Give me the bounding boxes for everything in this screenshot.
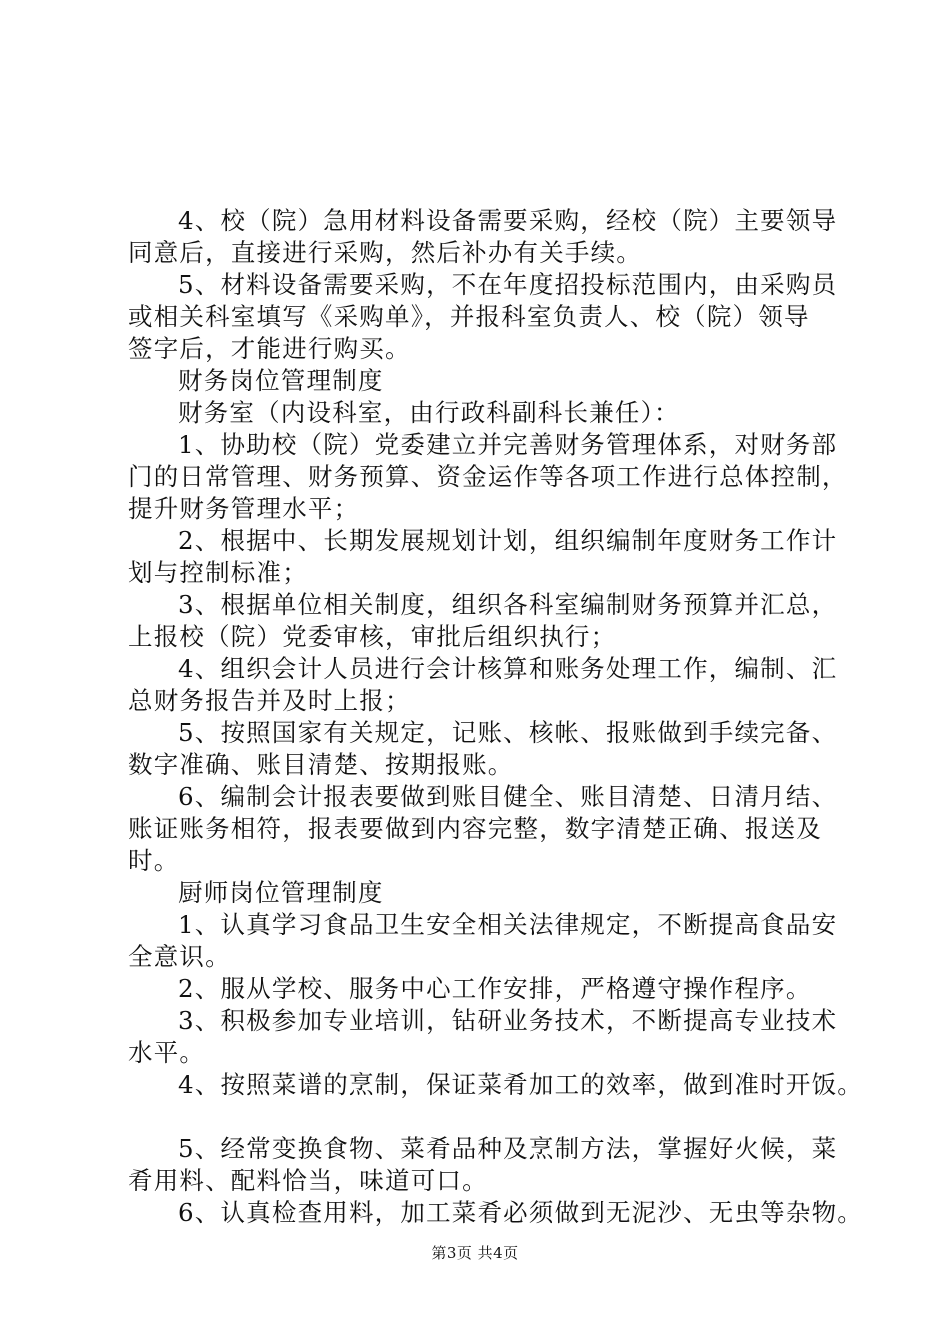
paragraph-line: 或相关科室填写《采购单》，并报科室负责人、校（院）领导 [128, 302, 810, 331]
paragraph-line: 5、按照国家有关规定，记账、核帐、报账做到手续完备、 [178, 718, 838, 747]
blank-line [128, 1101, 840, 1133]
paragraph-line: 4、校（院）急用材料设备需要采购，经校（院）主要领导 [178, 206, 838, 235]
section-heading: 厨师岗位管理制度 [178, 878, 384, 907]
paragraph-line: 1、认真学习食品卫生安全相关法律规定，不断提高食品安 [178, 910, 838, 939]
paragraph-line: 4、按照菜谱的烹制，保证菜肴加工的效率，做到准时开饭。 [178, 1070, 863, 1099]
document-body [128, 205, 863, 1229]
paragraph-line: 4、组织会计人员进行会计核算和账务处理工作，编制、汇 [178, 654, 838, 683]
page-number-footer: 第3页 共4页 [431, 1244, 519, 1262]
paragraph-line: 账证账务相符，报表要做到内容完整，数字清楚正确、报送及 [128, 814, 822, 843]
paragraph-line: 数字准确、账目清楚、按期报账。 [128, 750, 514, 779]
paragraph-line: 同意后，直接进行采购，然后补办有关手续。 [128, 238, 642, 267]
paragraph-line: 2、服从学校、服务中心工作安排，严格遵守操作程序。 [178, 974, 812, 1003]
paragraph-line: 6、认真检查用料，加工菜肴必须做到无泥沙、无虫等杂物。 [178, 1198, 863, 1227]
section-heading: 财务岗位管理制度 [178, 366, 384, 395]
paragraph-line: 5、材料设备需要采购，不在年度招投标范围内，由采购员 [178, 270, 838, 299]
paragraph-line: 2、根据中、长期发展规划计划，组织编制年度财务工作计 [178, 526, 838, 555]
paragraph-line: 划与控制标准； [128, 558, 308, 587]
paragraph-line: 1、协助校（院）党委建立并完善财务管理体系，对财务部 [178, 430, 838, 459]
paragraph-line: 肴用料、配料恰当，味道可口。 [128, 1166, 488, 1195]
paragraph-line: 6、编制会计报表要做到账目健全、账目清楚、日清月结、 [178, 782, 838, 811]
paragraph-line: 上报校（院）党委审核，审批后组织执行； [128, 622, 617, 651]
paragraph-line: 水平。 [128, 1038, 206, 1067]
paragraph-line: 财务室（内设科室，由行政科副科长兼任）： [178, 398, 680, 427]
paragraph-line: 3、根据单位相关制度，组织各科室编制财务预算并汇总， [178, 590, 838, 619]
paragraph-line: 5、经常变换食物、菜肴品种及烹制方法，掌握好火候，菜 [178, 1134, 838, 1163]
paragraph-line: 时。 [128, 846, 180, 875]
paragraph-line: 总财务报告并及时上报； [128, 686, 411, 715]
paragraph-line: 签字后，才能进行购买。 [128, 334, 411, 363]
paragraph-line: 提升财务管理水平； [128, 494, 360, 523]
paragraph-line: 门的日常管理、财务预算、资金运作等各项工作进行总体控制， [128, 462, 848, 491]
paragraph-line: 全意识。 [128, 942, 231, 971]
paragraph-line: 3、积极参加专业培训，钻研业务技术，不断提高专业技术 [178, 1006, 838, 1035]
